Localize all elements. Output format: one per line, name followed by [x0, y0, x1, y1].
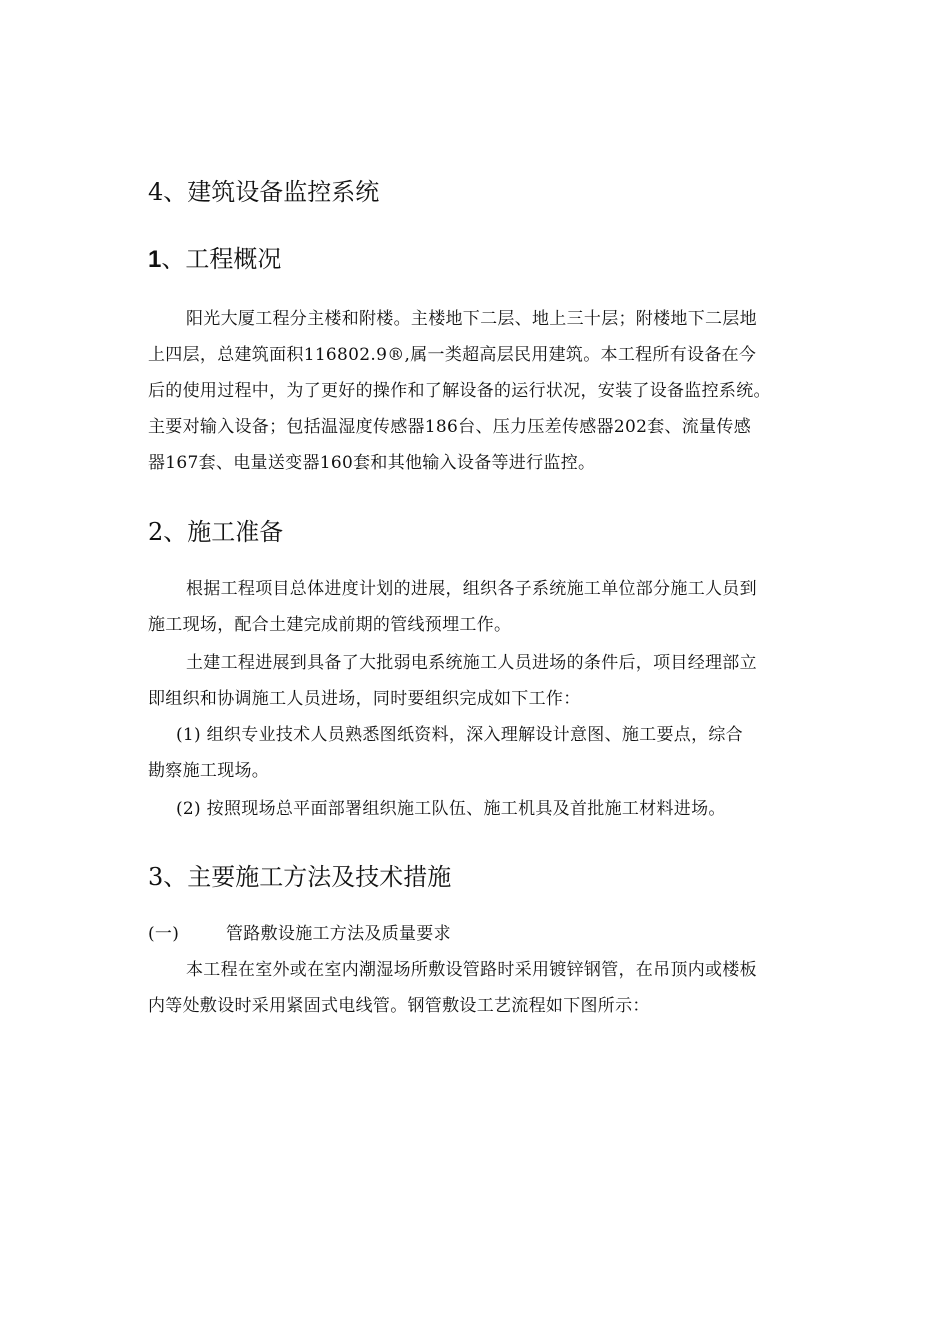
section-3-heading: 3、主要施工方法及技术措施 [148, 863, 452, 891]
section-3-paragraph-line: 本工程在室外或在室内潮湿场所敷设管路时采用镀锌钢管，在吊顶内或楼板 [186, 960, 757, 980]
section-1-paragraph-line: 主要对输入设备；包括温湿度传感器186台、压力压差传感器202套、流量传感 [148, 417, 751, 437]
section-1-title: 、工程概况 [161, 245, 282, 273]
section-4-heading: 4、建筑设备监控系统 [148, 178, 380, 206]
section-3-sub-label: (一) [148, 924, 180, 944]
section-1-paragraph-line: 后的使用过程中，为了更好的操作和了解设备的运行状况，安装了设备监控系统。 [148, 381, 771, 401]
section-2-paragraph-line: 施工现场，配合土建完成前期的管线预埋工作。 [148, 615, 512, 635]
section-1-heading [148, 239, 281, 274]
section-2-paragraph-line: 根据工程项目总体进度计划的进展，组织各子系统施工单位部分施工人员到 [186, 579, 757, 599]
section-2-list-item: (1) 组织专业技术人员熟悉图纸资料，深入理解设计意图、施工要点，综合 [176, 725, 743, 745]
section-3-paragraph-line: 内等处敷设时采用紧固式电线管。钢管敷设工艺流程如下图所示： [148, 996, 650, 1016]
section-1-paragraph-line: 阳光大厦工程分主楼和附楼。主楼地下二层、地上三十层；附楼地下二层地 [186, 309, 757, 329]
section-2-paragraph-line: 即组织和协调施工人员进场，同时要组织完成如下工作： [148, 689, 581, 709]
section-2-list-item-continuation: 勘察施工现场。 [148, 761, 270, 781]
section-1-paragraph-line: 上四层，总建筑面积116802.9®,属一类超高层民用建筑。本工程所有设备在今 [148, 345, 757, 365]
section-1-paragraph-line: 器167套、电量送变器160套和其他输入设备等进行监控。 [148, 453, 596, 473]
section-2-paragraph-line: 土建工程进展到具备了大批弱电系统施工人员进场的条件后，项目经理部立 [186, 653, 757, 673]
section-1-number: 1 [148, 246, 162, 273]
section-2-heading: 2、施工准备 [148, 518, 284, 546]
section-3-sub-title: 管路敷设施工方法及质量要求 [226, 924, 451, 944]
section-3-subheading [148, 922, 451, 946]
section-2-list-item: (2) 按照现场总平面部署组织施工队伍、施工机具及首批施工材料进场。 [176, 799, 726, 819]
